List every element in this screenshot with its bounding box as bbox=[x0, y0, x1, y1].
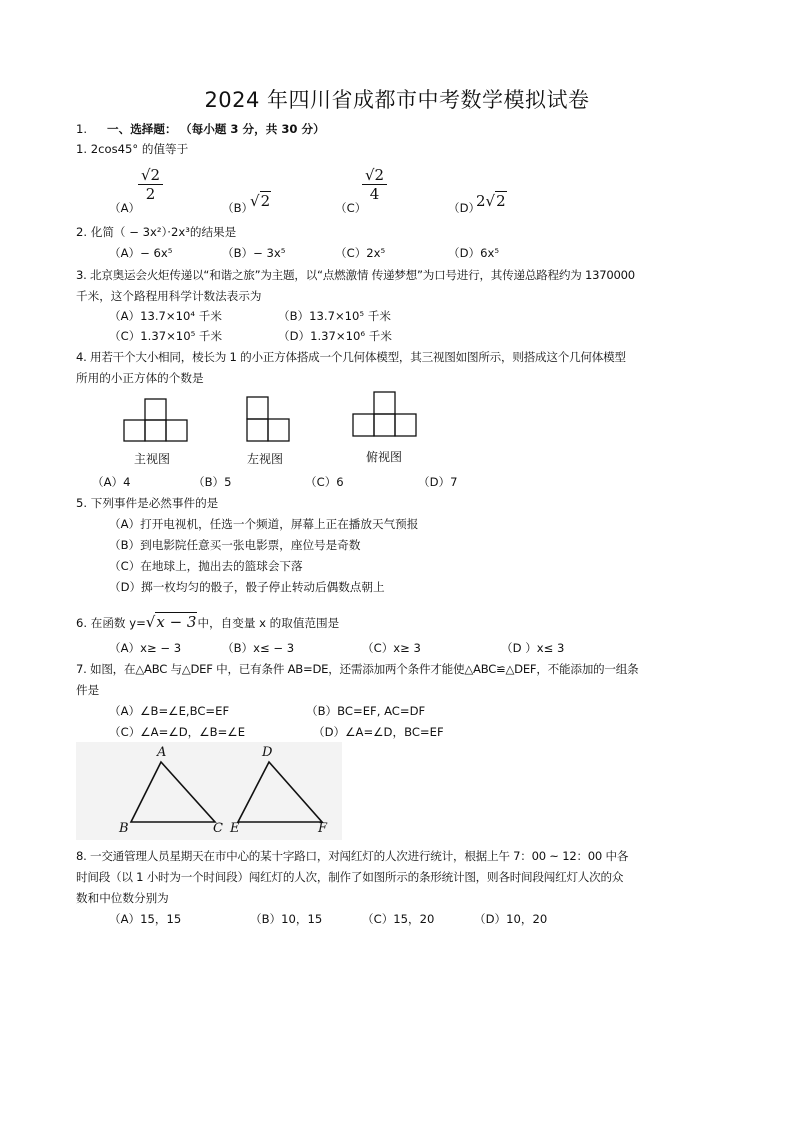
q1-stem: 1. 2cos45° 的值等于 bbox=[76, 142, 189, 156]
q3-stem-line1: 3. 北京奥运会火炬传递以“和谐之旅”为主题，以“点燃激情 传递梦想”为口号进行，其传递总路程约为 1370000 bbox=[76, 268, 635, 282]
q7-stem-line2: 件是 bbox=[76, 683, 100, 697]
top-view-label: 俯视图 bbox=[366, 450, 403, 464]
q8-option-c: （C）15，20 bbox=[362, 912, 435, 926]
q4-stem-line1: 4. 用若干个大小相同，棱长为 1 的小正方体搭成一个几何体模型，其三视图如图所示，则搭成这个几何体模型 bbox=[76, 350, 626, 364]
q1-c-numerator: √2 bbox=[362, 166, 387, 185]
q4-stem-line2: 所用的小正方体的个数是 bbox=[76, 371, 204, 385]
q6-radical: √x − 3 bbox=[145, 613, 197, 631]
q5-option-c: （C）在地球上，抛出去的篮球会下落 bbox=[109, 559, 303, 573]
q3-option-a: （A）13.7×10⁴ 千米 bbox=[109, 309, 222, 323]
q1-option-b-label: （B） bbox=[222, 201, 254, 215]
q7-option-d: （D）∠A=∠D，BC=EF bbox=[313, 725, 444, 739]
vertex-e-label: E bbox=[230, 821, 240, 836]
vertex-b-label: B bbox=[119, 821, 129, 836]
q2-option-d: （D）6x⁵ bbox=[448, 246, 500, 260]
q2-option-b: （B）− 3x⁵ bbox=[222, 246, 286, 260]
q4-option-c: （C）6 bbox=[305, 475, 344, 489]
vertex-d-label: D bbox=[262, 745, 273, 760]
q6-option-d: （D ）x≤ 3 bbox=[501, 641, 565, 655]
q6-stem-post: 中，自变量 x 的取值范围是 bbox=[197, 616, 340, 630]
q7-option-b: （B）BC=EF, AC=DF bbox=[306, 704, 426, 718]
q1-c-denominator: 4 bbox=[369, 185, 380, 203]
q8-stem-line1: 8. 一交通管理人员星期天在市中心的某十字路口，对闯红灯的人次进行统计，根据上午 7：00 ~ 12：00 中各 bbox=[76, 849, 629, 863]
q8-option-b: （B）10，15 bbox=[250, 912, 323, 926]
q3-stem-line2: 千米，这个路程用科学计数法表示为 bbox=[76, 289, 262, 303]
vertex-f-label: F bbox=[318, 821, 328, 836]
q5-stem: 5. 下列事件是必然事件的是 bbox=[76, 496, 219, 510]
vertex-c-label: C bbox=[213, 821, 223, 836]
q5-option-b: （B）到电影院任意买一张电影票，座位号是奇数 bbox=[109, 538, 361, 552]
section-number: 1. bbox=[76, 122, 88, 136]
q1-option-b-value: √2 bbox=[250, 192, 271, 210]
q4-option-a: （A）4 bbox=[92, 475, 131, 489]
q5-option-a: （A）打开电视机，任选一个频道，屏幕上正在播放天气预报 bbox=[109, 517, 419, 531]
left-view-label: 左视图 bbox=[247, 452, 284, 466]
q2-stem: 2. 化简（ − 3x²）·2x³的结果是 bbox=[76, 225, 237, 239]
q1-option-d-label: （D） bbox=[448, 201, 481, 215]
q3-option-c: （C）1.37×10⁵ 千米 bbox=[109, 329, 223, 343]
q1-a-denominator: 2 bbox=[145, 185, 156, 203]
vertex-a-label: A bbox=[157, 745, 167, 760]
front-view-label: 主视图 bbox=[134, 452, 171, 466]
q6-stem-pre: 6. 在函数 y= bbox=[76, 616, 146, 630]
q3-option-d: （D）1.37×10⁶ 千米 bbox=[278, 329, 392, 343]
q1-option-a-label: （A） bbox=[109, 201, 141, 215]
q5-option-d: （D）掷一枚均匀的骰子，骰子停止转动后偶数点朝上 bbox=[109, 580, 385, 594]
q1-option-c-label: （C） bbox=[335, 201, 367, 215]
q7-stem-line1: 7. 如图，在△ABC 与△DEF 中，已有条件 AB=DE，还需添加两个条件才能使△ABC≌△DEF，不能添加的一组条 bbox=[76, 662, 639, 676]
q1-a-numerator: √2 bbox=[138, 166, 163, 185]
q2-option-c: （C）2x⁵ bbox=[335, 246, 386, 260]
q6-option-b: （B）x≤ − 3 bbox=[222, 641, 295, 655]
exam-title: 2024 年四川省成都市中考数学模拟试卷 bbox=[204, 88, 590, 112]
q4-option-d: （D）7 bbox=[418, 475, 458, 489]
q6-option-a: （A）x≥ − 3 bbox=[109, 641, 182, 655]
q6-option-c: （C）x≥ 3 bbox=[362, 641, 421, 655]
q1-option-d-value: 2√2 bbox=[476, 192, 506, 210]
q3-option-b: （B）13.7×10⁵ 千米 bbox=[278, 309, 391, 323]
figure-background bbox=[76, 742, 342, 840]
q8-option-d: （D）10，20 bbox=[474, 912, 548, 926]
q8-stem-line2: 时间段（以 1 小时为一个时间段）闯红灯的人次，制作了如图所示的条形统计图，则各时间段闯红灯人次的众 bbox=[76, 870, 624, 884]
section-label: 一、选择题： bbox=[107, 122, 177, 136]
q2-option-a: （A）− 6x⁵ bbox=[109, 246, 173, 260]
q7-option-c: （C）∠A=∠D，∠B=∠E bbox=[109, 725, 246, 739]
section-note: （每小题 3 分，共 30 分） bbox=[180, 122, 325, 136]
q8-stem-line3: 数和中位数分别为 bbox=[76, 891, 169, 905]
q8-option-a: （A）15，15 bbox=[109, 912, 182, 926]
q4-option-b: （B）5 bbox=[193, 475, 232, 489]
q7-option-a: （A）∠B=∠E,BC=EF bbox=[109, 704, 230, 718]
